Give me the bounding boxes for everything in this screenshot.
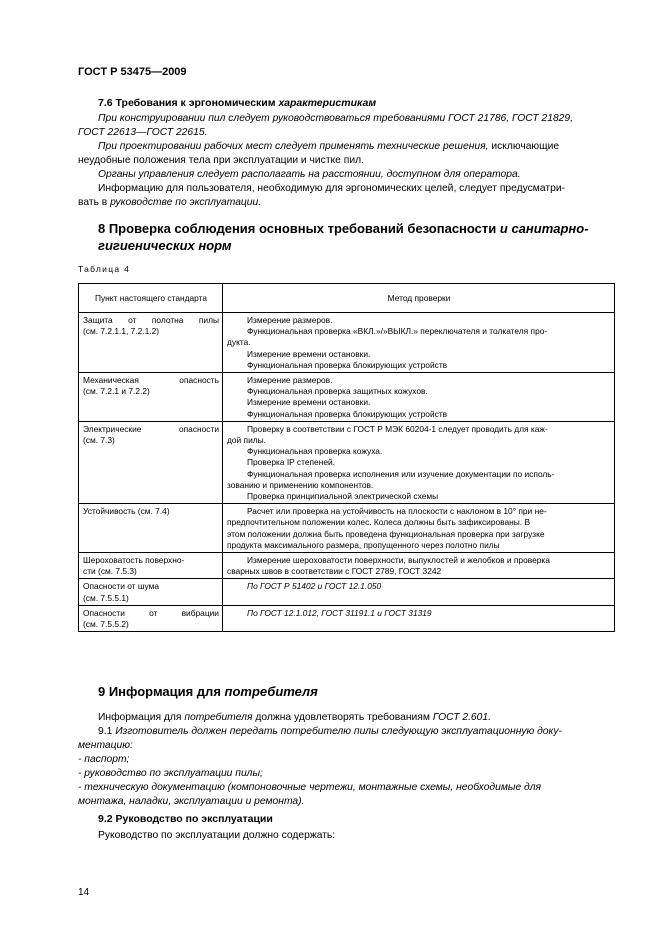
s9-list-item-3-line1: - техническую документацию (компоновочные чертежи, монтажные схемы, необходимые для bbox=[78, 782, 542, 793]
table-cell-method-line: Проверку в соответствии с ГОСТ Р МЭК 60204-1 следует проводить для каж- bbox=[247, 423, 548, 434]
table-header-row bbox=[79, 284, 615, 313]
table-cell-item-line: Электрические опасности bbox=[83, 423, 219, 434]
table-cell-method-line: Измерение времени остановки. bbox=[247, 348, 371, 359]
table-cell-item-line: (см. 7.5.5.1) bbox=[83, 592, 129, 603]
table-row bbox=[79, 421, 615, 503]
s76-p2-italic: При проектировании рабочих мест следует применять технические решения, bbox=[98, 141, 489, 152]
table-cell-item-line: Опасности от шума bbox=[83, 581, 160, 592]
s92-p: Руководство по эксплуатации должно содержать: bbox=[98, 830, 336, 841]
section-9-title bbox=[98, 683, 318, 700]
table-row bbox=[79, 579, 615, 605]
s9-p1-italic1: потребителя bbox=[184, 712, 253, 723]
table-cell-method-line: предпочтительном положении колес. Колеса должны быть зафиксированы. В bbox=[227, 517, 531, 528]
table-cell-method bbox=[223, 313, 615, 373]
s9-p1-b: должна удовлетворять требованиям bbox=[252, 712, 433, 723]
table-cell-method-line: Расчет или проверка на устойчивость на плоскости с наклоном в 10° при не- bbox=[247, 506, 547, 517]
table-cell-item-line: Защита от полотна пилы bbox=[83, 315, 219, 325]
table-cell-item bbox=[79, 579, 223, 605]
table-cell-method-line: продукта максимального размера, пропущенного через полотно пилы bbox=[227, 539, 500, 550]
s9-list-item-1: - паспорт; bbox=[78, 754, 130, 765]
table-cell-item-line: Опасности от вибрации bbox=[83, 607, 219, 618]
section-8-title-italic: и санитарно- bbox=[499, 221, 589, 236]
table-4 bbox=[78, 283, 615, 632]
table-cell-method-line: дукта. bbox=[227, 337, 251, 348]
table-caption: Таблица 4 bbox=[78, 264, 131, 274]
s9-p2-line1 bbox=[98, 725, 562, 739]
s9-list-item-3-line2: монтажа, наладки, эксплуатации и ремонта). bbox=[78, 796, 305, 807]
page-number: 14 bbox=[78, 887, 90, 898]
table-cell-item-line: Устойчивость (см. 7.4) bbox=[83, 506, 170, 517]
s76-p2-rest: исключающие bbox=[488, 141, 560, 152]
table-cell-method-line: По ГОСТ Р 51402 и ГОСТ 12.1.050 bbox=[247, 581, 382, 592]
section-9-title-italic: потребителя bbox=[224, 684, 318, 699]
section-8-title-line1 bbox=[98, 220, 589, 237]
s76-p4-italic: руководстве по эксплуатации. bbox=[110, 197, 262, 208]
table-cell-method-line: Функциональная проверка защитных кожухов. bbox=[247, 386, 428, 397]
table-cell-method-line: этом положении должна быть проведена функциональная проверка при загрузке bbox=[227, 528, 545, 539]
table-row bbox=[79, 605, 615, 631]
table-cell-method-line: Проверка принципиальной электрической схемы bbox=[247, 491, 439, 502]
table-cell-item bbox=[79, 504, 223, 553]
table-cell-method-line: По ГОСТ 12.1.012, ГОСТ 31191.1 и ГОСТ 31319 bbox=[247, 607, 432, 618]
table-cell-method bbox=[223, 504, 615, 553]
s9-p2-line2: ментацию: bbox=[78, 740, 133, 751]
s9-p1-a: Информация для bbox=[98, 712, 185, 723]
s76-p1-line2: ГОСТ 22613—ГОСТ 22615. bbox=[78, 127, 208, 138]
table-row bbox=[79, 504, 615, 553]
table-cell-item bbox=[79, 421, 223, 503]
document-header: ГОСТ Р 53475—2009 bbox=[78, 66, 187, 78]
table-cell-method-line: Измерение времени остановки. bbox=[247, 397, 371, 408]
table-cell-method-line: Функциональная проверка исполнения или изучение документации по исполь- bbox=[247, 468, 555, 479]
table-cell-item bbox=[79, 605, 223, 631]
table-cell-method-line: зованию и применению компонентов. bbox=[227, 479, 374, 490]
s76-p4-line1: Информацию для пользователя, необходимую для эргономических целей, следует предусматри- bbox=[98, 183, 566, 194]
section-7-6-title bbox=[98, 97, 376, 109]
table-cell-item-line: Механическая опасность bbox=[83, 375, 219, 386]
table-header-method: Метод проверки bbox=[223, 284, 615, 313]
table-cell-item-line: сти (см. 7.5.3) bbox=[83, 566, 137, 577]
table-row bbox=[79, 373, 615, 422]
s76-p3: Органы управления следует располагать на расстоянии, доступном для оператора. bbox=[98, 169, 521, 180]
s9-p1 bbox=[98, 711, 491, 725]
table-cell-item-line: (см. 7.2.1.1, 7.2.1.2) bbox=[83, 326, 160, 337]
table-cell-method-line: Измерение шероховатости поверхности, выпуклостей и желобков и проверка bbox=[247, 555, 550, 566]
s9-p1-italic2: ГОСТ 2.601. bbox=[432, 712, 491, 723]
section-9-2-title: 9.2 Руководство по эксплуатации bbox=[98, 813, 273, 825]
table-cell-item-line: (см. 7.3) bbox=[83, 435, 115, 446]
table-cell-method bbox=[223, 421, 615, 503]
s76-p2-line2: неудобные положения тела при эксплуатации и чистке пил. bbox=[78, 155, 364, 166]
table-cell-item bbox=[79, 373, 223, 422]
table-row bbox=[79, 313, 615, 373]
s9-p2-italic: Изготовитель должен передать потребителю пилы следующую эксплуатационную доку- bbox=[115, 726, 562, 737]
table-cell-item-line: Шероховатость поверхно- bbox=[83, 555, 185, 566]
table-cell-method bbox=[223, 553, 615, 579]
table-cell-method bbox=[223, 373, 615, 422]
table-cell-method bbox=[223, 579, 615, 605]
table-header-item: Пункт настоящего стандарта bbox=[79, 284, 223, 313]
table-cell-item bbox=[79, 313, 223, 373]
section-7-6-title-italic: характеристикам bbox=[278, 97, 377, 109]
s9-p2-num: 9.1 bbox=[98, 726, 116, 737]
table-cell-method-line: сварных швов в соответствии с ГОСТ 2789, ГОСТ 3242 bbox=[227, 566, 442, 577]
s76-p1-line1: При конструировании пил следует руководствоваться требованиями ГОСТ 21786, ГОСТ 21829, bbox=[98, 113, 573, 124]
table-row bbox=[79, 553, 615, 579]
table-cell-method-line: Измерение размеров. bbox=[247, 375, 333, 386]
table-cell-method-line: Функциональная проверка блокирующих устройств bbox=[247, 408, 448, 419]
table-cell-method-line: Функциональная проверка блокирующих устройств bbox=[247, 359, 448, 370]
s76-p4-a: вать в bbox=[78, 197, 111, 208]
table-cell-item-line: (см. 7.2.1 и 7.2.2) bbox=[83, 386, 150, 397]
table-cell-method bbox=[223, 605, 615, 631]
section-8-title-line2: гигиенических норм bbox=[98, 238, 232, 253]
s9-list-item-2: - руководство по эксплуатации пилы; bbox=[78, 768, 263, 779]
table-cell-method-line: Проверка IP степеней. bbox=[247, 457, 335, 468]
table-cell-method-line: Функциональная проверка кожуха. bbox=[247, 446, 383, 457]
section-8-title-text: 8 Проверка соблюдения основных требований безопасности bbox=[98, 221, 500, 236]
section-9-title-text: 9 Информация для bbox=[98, 684, 225, 699]
table-cell-method-line: Измерение размеров. bbox=[247, 315, 333, 325]
table-cell-item-line: (см. 7.5.5.2) bbox=[83, 619, 129, 630]
table-cell-method-line: дой пилы. bbox=[227, 435, 266, 446]
s76-p2-line1 bbox=[98, 140, 559, 154]
table-cell-method-line: Функциональная проверка «ВКЛ.»/»ВЫКЛ.» переключателя и толкателя про- bbox=[247, 326, 548, 337]
section-7-6-title-text: 7.6 Требования к эргономическим bbox=[98, 97, 279, 109]
s76-p4-line2 bbox=[78, 196, 261, 210]
table-cell-item bbox=[79, 553, 223, 579]
